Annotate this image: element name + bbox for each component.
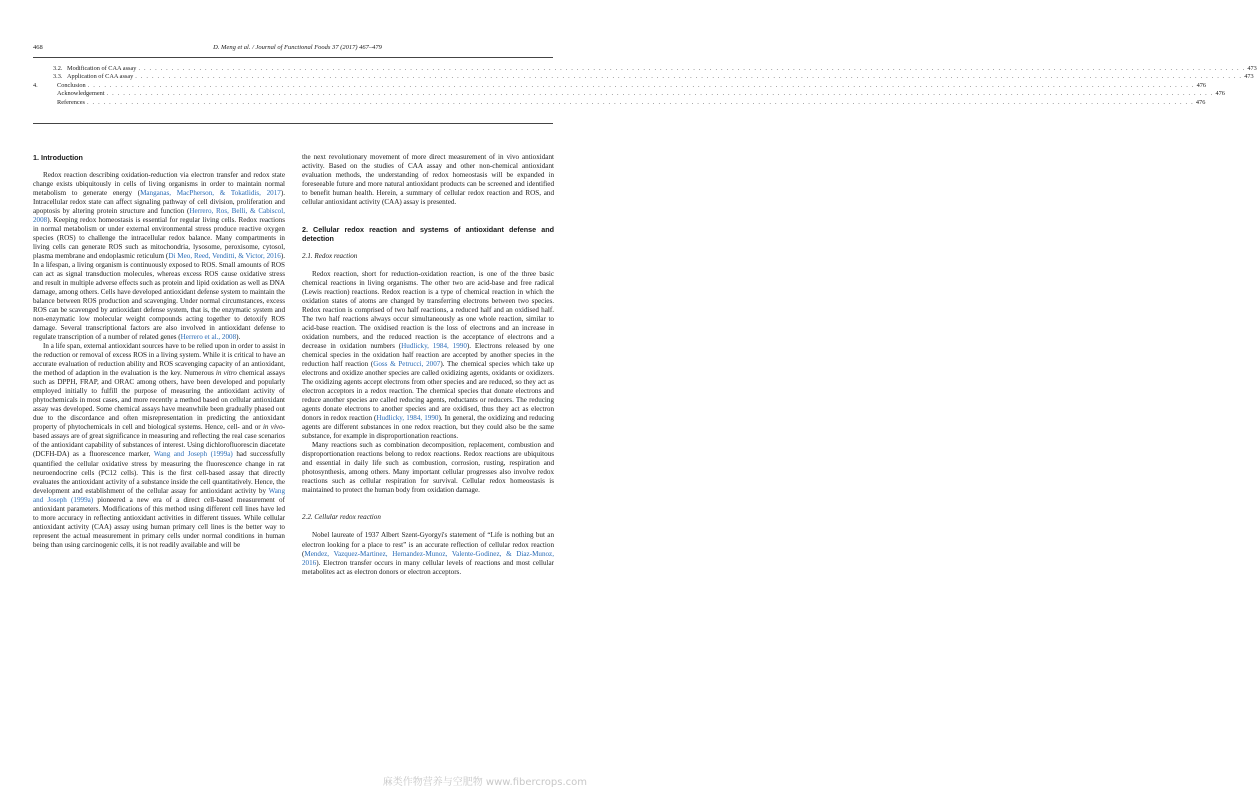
text-run: Nobel laureate of 1937 Albert Szent-Gyorgyi's statement of “Life is nothing but an electron looking for a place to rest” is an accurate reflection of cellular redox reaction ( (302, 531, 554, 558)
citation-link[interactable]: Goss & Petrucci, 2007 (373, 360, 441, 369)
running-head: D. Meng et al. / Journal of Functional Foods 37 (2017) 467–479 (213, 44, 382, 51)
text-run: ). The chemical species which take up electrons and oxidize another species are called oxidizing agents, oxidants or oxidizers. The oxidizing agents accept electrons from other species and are reduced, so they act as electron acceptors in a redox reaction. The chemical species that donate electrons and reduce another species are called reducing agents, reductants or reducers. The reducing agents donate electrons to another species and are oxidised, thus they act as electron donors in redox reaction ( (302, 360, 554, 423)
citation-link[interactable]: Mendez, Vazquez-Martinez, Hernandez-Munoz, Valente-Godinez, & Diaz-Munoz, 2016 (302, 549, 554, 567)
text-run: ). Electron transfer occurs in many cellular levels of reactions and most cellular metabolites act as electron donors or electron acceptors. (302, 558, 554, 576)
toc-entry[interactable] (33, 98, 1206, 107)
toc-entry-title: Acknowledgement (57, 90, 105, 98)
toc-entry-page: 473 (1247, 65, 1257, 72)
text-run: pioneered a new era of a direct cell-based measurement of antioxidant parameters. Modifications of this method using different cell lines have led to more accuracy in reflecting antioxidant activities in different tissues. While cellular antioxidant activity (CAA) assay using human primary cell lines is the better way to represent the actual measurement in primary cells under normal conditions in human being than using carcinogenic cells, it is not readily available and will be (33, 495, 285, 549)
citation-link[interactable]: Hudlicky, 1984, 1990 (401, 342, 467, 351)
subsection-heading-redox-reaction: 2.1. Redox reaction (302, 252, 358, 261)
toc-entry-page: 476 (1215, 90, 1225, 98)
text-run: Redox reaction, short for reduction-oxidation reaction, is one of the three basic chemical reactions in living organisms. The other two are acid-base and free radical (Lewis reaction) reactions. Redox reaction is a type of chemical reaction in which the oxidation states of atoms are changed by transferring electrons between two species. Redox reaction is comprised of two half reactions, a reduced half and an oxidised half. The two half reactions always occur simultaneously as one whole reaction, similar to acid-base reaction. The oxidised reaction is the loss of electrons and an increase in oxidation numbers, and the reduced reaction is the acceptance of electrons and a decrease in oxidation numbers ( (302, 270, 554, 351)
toc-entry-number (33, 90, 57, 98)
citation-link[interactable]: Di Meo, Reed, Venditti, & Victor, 2016 (168, 252, 281, 261)
text-run: ). In a lifespan, a living organism is continuously exposed to ROS. Small amounts of ROS can act as signal transduction molecules, whereas excess ROS cause oxidative stress and result in multiple adverse effects such as protein and lipid oxidation as well as DNA damage, among others. Cells have developed antioxidant defense system to maintain the balance between ROS production and scavenging. Under normal circumstances, excess ROS can be scavenged by antioxidant defense system, that is, the enzymatic system and non-enzymatic low molecular weight compounds acting together to detoxify ROS damage. Several transcriptional factors are also involved in antioxidant defense to regulate transcription of a number of related genes ( (33, 252, 285, 342)
toc-leader-dots: . . . . . . . . . . . . . . . . . . . . . . . . . . . . . . . . . . . . . . . . . . . . . . . . . . . . . . . . . . . . . . . . . . . . . . . . . . . . . . . . . . . . . . . . . . . . . . . . . . . . . . . . . . . . . . . . . . . . . . . . . . . . . . . . . . . . . . . . . . . . . . . . . . . . . . . . . . . . . . . . . . . . . . . . . . . . . . . . . . . . . . . . . . . . . . . . . . . . . . . . (86, 98, 1194, 106)
toc-leader-dots: . . . . . . . . . . . . . . . . . . . . . . . . . . . . . . . . . . . . . . . . . . . . . . . . . . . . . . . . . . . . . . . . . . . . . . . . . . . . . . . . . . . . . . . . . . . . . . . . . . . . . . . . . . . . . . . . . . . . . . . . . . . . . . . . . . . . . . . . . . . . . . . . . . . . . . . . . . . . . . . . . . . . . . . . . . . . . . . . . . . . . . . . . . . . . . . . . . . . . . . . (87, 81, 1195, 89)
text-run: In a life span, external antioxidant sources have to be relied upon in order to assist in the reduction or removal of excess ROS in a living system. While it is critical to have an accurate evaluation of reduction ability and ROS scavenging capacity of an antioxidant, the method of adaption in the evaluation is the key. Numerous (33, 342, 285, 378)
citation-link[interactable]: Wang and Joseph (1999a) (33, 486, 285, 504)
text-run: ). Intracellular redox state can affect signaling pathway of cell division, proliferation and apoptosis by altering protein structure and function ( (33, 189, 285, 216)
citation-link[interactable]: Herrero, Ros, Belli, & Cabiscol, 2008 (33, 207, 285, 225)
toc-rule (33, 123, 553, 124)
toc-entry-page: 476 (1195, 98, 1206, 106)
text-run: -based assays are of great significance in measuring and reflecting the real case scenarios of the antioxidant capability of substances of interest. Using dichlorofluorescin diacetate (DCFH-DA) as a fluorescence marker, (33, 423, 285, 459)
text-run: ). Electrons released by one chemical species in the oxidation half reaction are accepted by another species in the reduction half reaction ( (302, 342, 555, 369)
redox-paragraph-1 (302, 270, 554, 441)
left-column (33, 153, 285, 550)
toc-entry[interactable] (33, 81, 1207, 90)
watermark-text: 麻类作物营养与空肥物 www.fibercrops.com (382, 777, 587, 788)
text-run: ). Keeping redox homeostasis is essential for regular living cells. Redox reactions in normal metabolism or under external environmental stress produce reactive oxygen species (ROS) to challenge the intracellular redox balance. Many compartments in living cells can generate ROS such as mitochondria, lysosome, peroxisome, cytosol, plasma membrane and endoplasmic reticulum ( (33, 216, 285, 261)
subsection-heading-cellular-redox-reaction: 2.2. Cellular redox reaction (302, 513, 381, 522)
citation-link[interactable]: Wang and Joseph (1999a) (153, 450, 233, 459)
citation-link[interactable]: Hudlicky, 1984, 1990 (376, 414, 439, 423)
text-run: in vivo (262, 423, 283, 432)
text-run: in vitro (215, 369, 237, 378)
intro-paragraph-1 (33, 171, 285, 342)
intro-paragraph-2 (33, 342, 285, 549)
toc-leader-dots: . . . . . . . . . . . . . . . . . . . . . . . . . . . . . . . . . . . . . . . . . . . . . . . . . . . . . . . . . . . . . . . . . . . . . . . . . . . . . . . . . . . . . . . . . . . . . . . . . . . . . . . . . . . . . . . . . . . . . . . . . . . . . . . . . . . . . . . . . . . . . . . . . . . . . . . . . . . . . . . . . . . . . . . . . . . . . . . . . . . . . . . . . . . . . . . . . . . . . . . . (106, 90, 1214, 98)
toc-entry[interactable] (33, 73, 1254, 81)
toc-entry-number: 3.2. (53, 65, 63, 72)
toc-entry-number (33, 99, 57, 107)
section-heading-cellular-redox: 2. Cellular redox reaction and systems of antioxidant defense and detection (302, 225, 554, 244)
text-run: ). (236, 333, 241, 342)
toc-entry-page: 476 (1196, 81, 1207, 89)
intro-paragraph-continued: the next revolutionary movement of more direct measurement of in vivo antioxidant activity. Based on the studies of CAA assay and other non-chemical antioxidant evaluation methods, the understanding of redox homeostasis will be expanded in foreseeable future and more natural antioxidant products can be screened and identified to benefit human health. Herein, a summary of cellular redox reaction and ROS, and cellular antioxidant activity (CAA) assay is presented. (302, 153, 554, 207)
toc-entry-title: Conclusion (57, 81, 86, 89)
citation-link[interactable]: Manganas, MacPherson, & Tokatlidis, 2017 (140, 189, 281, 198)
text-run: ). In general, the oxidizing and reducing agents are different substances in one redox reaction, but they could also be the same substance, for example in disproportionation reactions. (302, 414, 554, 441)
header-rule (33, 57, 553, 58)
table-of-contents (33, 65, 1257, 107)
toc-entry-title: References (57, 98, 85, 106)
text-run: had successfully quantified the cellular oxidative stress by measuring the fluorescence change in rat neuroendocrine cells (PC12 cells). This is the first cell-based assay that directly evaluates the antioxidant activity of a substance inside the cell quantitatively. Hence, the development and establishment of the cellular assay for antioxidant activity by (33, 450, 285, 495)
page-number: 468 (33, 44, 43, 51)
right-column (302, 153, 554, 577)
toc-entry-number: 4. (33, 81, 38, 89)
toc-entry[interactable] (33, 90, 1225, 98)
redox-paragraph-2: Many reactions such as combination decomposition, replacement, combustion and disproportionation reactions belong to redox reactions. Redox reactions are ubiquitous and essential in daily life such as combustion, corrosion, rusting, respiration and photosynthesis, among others. Many important cellular progresses also involve redox reactions such as cellular respiration for survival. Cellular redox homeostasis is maintained to protect the human body from oxidation damage. (302, 441, 554, 495)
section-heading-introduction: 1. Introduction (33, 153, 83, 162)
text-run: Redox reaction describing oxidation-reduction via electron transfer and redox state change exists ubiquitously in cells of living organisms in order to maintain normal metabolism to generate energy ( (33, 171, 285, 198)
toc-leader-dots: . . . . . . . . . . . . . . . . . . . . . . . . . . . . . . . . . . . . . . . . . . . . . . . . . . . . . . . . . . . . . . . . . . . . . . . . . . . . . . . . . . . . . . . . . . . . . . . . . . . . . . . . . . . . . . . . . . . . . . . . . . . . . . . . . . . . . . . . . . . . . . . . . . . . . . . . . . . . . . . . . . . . . . . . . . . . . . . . . . . . . . . . . . . . . . . . . . . . . . . . (138, 65, 1246, 72)
toc-entry-number: 3.3. (53, 73, 63, 81)
text-run: chemical assays such as DPPH, FRAP, and ORAC among others, have been developed and popularly employed initially to fulfill the purpose of measuring the antioxidant activity of phytochemicals in most cases, and more recently a method based on cellular antioxidant assay was developed. Some chemical assays have meanwhile been gradually phased out due to the discordance and often misrepresentation in predicting the antioxidant property of phytochemicals in cell and biological systems. Hence, cell- and or (33, 369, 285, 432)
toc-entry-title: Modification of CAA assay (67, 65, 137, 72)
toc-entry[interactable] (33, 65, 1257, 73)
toc-entry-title: Application of CAA assay (67, 73, 134, 81)
citation-link[interactable]: Herrero et al., 2008 (180, 333, 237, 342)
toc-leader-dots: . . . . . . . . . . . . . . . . . . . . . . . . . . . . . . . . . . . . . . . . . . . . . . . . . . . . . . . . . . . . . . . . . . . . . . . . . . . . . . . . . . . . . . . . . . . . . . . . . . . . . . . . . . . . . . . . . . . . . . . . . . . . . . . . . . . . . . . . . . . . . . . . . . . . . . . . . . . . . . . . . . . . . . . . . . . . . . . . . . . . . . . . . . . . . . . . . . . . . . . . (135, 73, 1243, 81)
cellular-redox-paragraph-1 (302, 531, 554, 576)
toc-entry-page: 473 (1244, 73, 1254, 81)
